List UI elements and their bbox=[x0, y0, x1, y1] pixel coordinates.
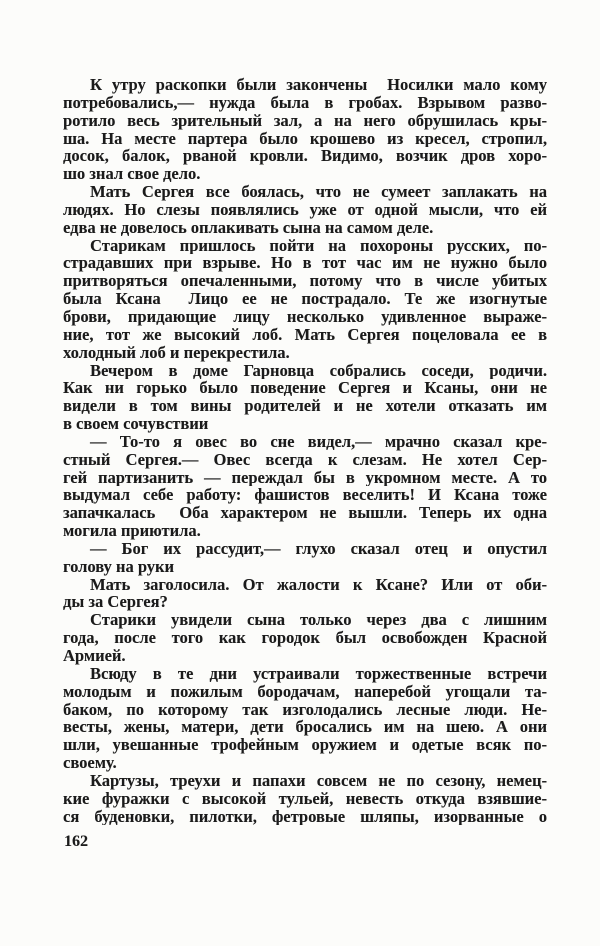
text-line: Как ни горько было поведение Сергея и Ксаны, они не bbox=[63, 379, 547, 398]
text-line: потребовались,— нужда была в гробах. Взрывом разво- bbox=[63, 93, 547, 112]
text-line: — Бог их рассудит,— глухо сказал отец и опустил bbox=[90, 539, 547, 558]
text-line: кие фуражки с высокой тульей, невесть откуда взявшие- bbox=[63, 789, 547, 808]
text-line: баком, по которому так изголодались лесные люди. Не- bbox=[63, 700, 547, 719]
text-line: Всюду в те дни устраивали торжественные встречи bbox=[90, 664, 547, 683]
text-line: видели в том вины родителей и не хотели отказать им bbox=[63, 397, 547, 416]
text-line: весты, жены, матери, дети бросались им на шею. А они bbox=[63, 718, 547, 737]
text-line: шо знал свое дело. bbox=[63, 165, 201, 184]
text-line: года, после того как городок был освобожден Красной bbox=[63, 629, 547, 647]
text-line: Мать заголосила. От жалости к Ксане? Или от оби- bbox=[90, 575, 547, 594]
text-line: гей партизанить — переждал бы в укромном месте. А то bbox=[63, 468, 547, 487]
text-line: ся буденовки, пилотки, фетровые шляпы, изорванные о bbox=[63, 807, 547, 826]
text-line: ша. На месте партера было крошево из кресел, стропил, bbox=[63, 129, 547, 148]
text-line: притворяться опечаленными, потому что в числе убитых bbox=[63, 272, 547, 291]
text-line: голову на руки bbox=[63, 557, 175, 576]
text-line: Картузы, треухи и папахи совсем не по сезону, немец- bbox=[90, 771, 547, 790]
text-line: Вечером в доме Гарновца собрались соседи, родичи. bbox=[90, 361, 547, 380]
text-line: своему. bbox=[63, 754, 117, 772]
text-line: ние, тот же высокий лоб. Мать Сергея поцеловала ее в bbox=[63, 325, 547, 344]
text-line: молодым и пожилым бородачам, наперебой угощали та- bbox=[63, 682, 547, 701]
text-line: людях. Но слезы появлялись уже от одной мысли, что ей bbox=[63, 200, 547, 219]
text-line: Старики увидели сына только через два с лишним bbox=[90, 611, 547, 630]
text-line: запачкалась Оба характером не вышли. Теперь их одна bbox=[63, 504, 547, 523]
text-line: шли, увешанные трофейным оружием и одетые всяк по- bbox=[63, 736, 547, 755]
text-line: Мать Сергея все боялась, что не сумеет заплакать на bbox=[90, 183, 547, 201]
page-number: 162 bbox=[64, 833, 88, 850]
text-line: выдумал себе работу: фашистов веселить! И Ксана тоже bbox=[63, 486, 547, 505]
text-line: досок, балок, рваной кровли. Видимо, возчик дров хоро- bbox=[63, 147, 547, 166]
text-line: была Ксана Лицо ее не пострадало. Те же изогнутые bbox=[63, 290, 547, 308]
text-line: ротило весь зрительный зал, а на него обрушилась кры- bbox=[63, 111, 547, 130]
text-line: К утру раскопки были закончены Носилки мало кому bbox=[90, 76, 547, 94]
text-line: страдавших при взрыве. Но в тот час им не нужно было bbox=[63, 254, 547, 273]
text-line: холодный лоб и перекрестила. bbox=[63, 343, 290, 362]
text-line: ды за Сергея? bbox=[63, 593, 168, 612]
text-line: брови, придающие лицу несколько удивленное выраже- bbox=[63, 307, 547, 326]
text-line: в своем сочувствии bbox=[63, 415, 209, 433]
text-block bbox=[63, 76, 547, 825]
text-line: стный Сергея.— Овес всегда к слезам. Не хотел Сер- bbox=[63, 450, 547, 469]
text-line: могила приютила. bbox=[63, 522, 201, 540]
text-line: Армией. bbox=[63, 647, 126, 665]
text-line: едва не довелось оплакивать сына на самом деле. bbox=[63, 218, 434, 237]
text-line: Старикам пришлось пойти на похороны русских, по- bbox=[90, 236, 547, 255]
text-line: — То-то я овес во сне видел,— мрачно сказал кре- bbox=[90, 432, 547, 451]
